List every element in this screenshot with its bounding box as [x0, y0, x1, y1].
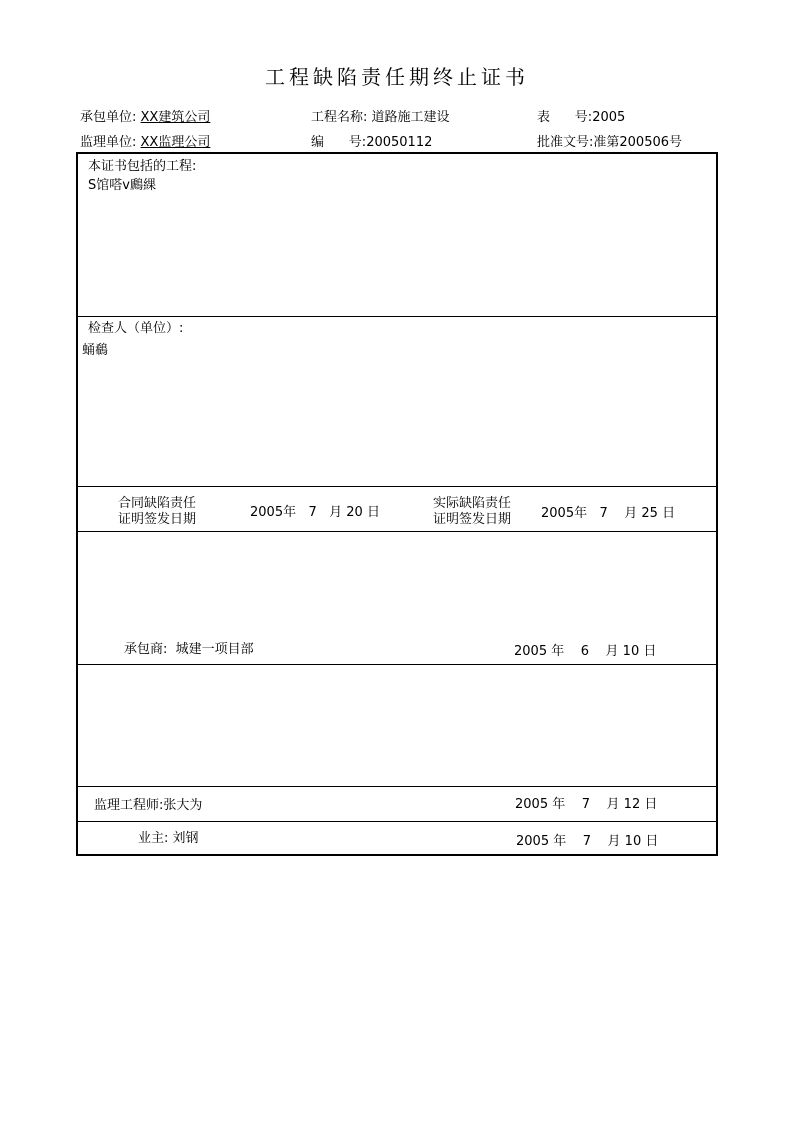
divider — [78, 664, 716, 665]
divider — [78, 486, 716, 487]
approval-number-label: 批准文号: — [537, 135, 594, 150]
approval-number-value: 准第200506号 — [593, 135, 683, 150]
serial-number-label: 编 号: — [311, 135, 367, 150]
owner-sign — [138, 832, 199, 845]
supervisor-unit-value: XX监理公司 — [140, 135, 211, 150]
divider — [78, 786, 716, 787]
contractor-unit — [80, 111, 210, 124]
supervisor-unit — [80, 136, 210, 149]
inspector-label: 检查人（单位）: — [88, 321, 184, 336]
engineer-value: 张大为 — [163, 798, 203, 813]
table-number — [537, 111, 625, 124]
contractor-sign — [124, 643, 254, 656]
project-name-value: 道路施工建设 — [371, 110, 450, 125]
certificate-form — [76, 152, 718, 856]
divider — [78, 531, 716, 532]
serial-number-value: 20050112 — [366, 135, 433, 150]
project-name — [311, 111, 450, 124]
divider — [78, 316, 716, 317]
actual-date-label-line2: 证明签发日期 — [433, 512, 512, 527]
actual-date-label-line1: 实际缺陷责任 — [433, 496, 512, 511]
owner-label: 业主: — [138, 831, 169, 846]
table-number-label: 表 号: — [537, 110, 593, 125]
engineer-label: 监理工程师: — [94, 798, 164, 813]
scope-label: 本证书包括的工程: — [88, 159, 197, 174]
inspector-value: 蛹鵗 — [82, 343, 109, 358]
actual-date-value: 2005年 7 月 25 日 — [541, 506, 676, 521]
owner-value: 刘钢 — [172, 831, 199, 846]
supervisor-unit-label: 监理单位: — [80, 135, 137, 150]
contract-date-value: 2005年 7 月 20 日 — [250, 505, 380, 520]
contractor-sign-date: 2005 年 6 月 10 日 — [514, 644, 657, 659]
divider — [78, 821, 716, 822]
owner-date: 2005 年 7 月 10 日 — [516, 834, 659, 849]
engineer-sign — [94, 799, 202, 812]
document-title: 工程缺陷责任期终止证书 — [265, 65, 529, 89]
engineer-date: 2005 年 7 月 12 日 — [515, 797, 658, 812]
table-number-value: 2005 — [592, 110, 626, 125]
contractor-sign-value: 城建一项目部 — [175, 642, 254, 657]
contractor-sign-label: 承包商: — [124, 642, 168, 657]
serial-number — [311, 136, 432, 149]
contractor-unit-label: 承包单位: — [80, 110, 137, 125]
contract-date-label-line1: 合同缺陷责任 — [118, 496, 197, 511]
approval-number — [537, 136, 682, 149]
project-name-label: 工程名称: — [311, 110, 368, 125]
contract-date-label-line2: 证明签发日期 — [118, 512, 197, 527]
scope-value: S馆嗒v鷉綶 — [88, 178, 156, 193]
contractor-unit-value: XX建筑公司 — [140, 110, 211, 125]
